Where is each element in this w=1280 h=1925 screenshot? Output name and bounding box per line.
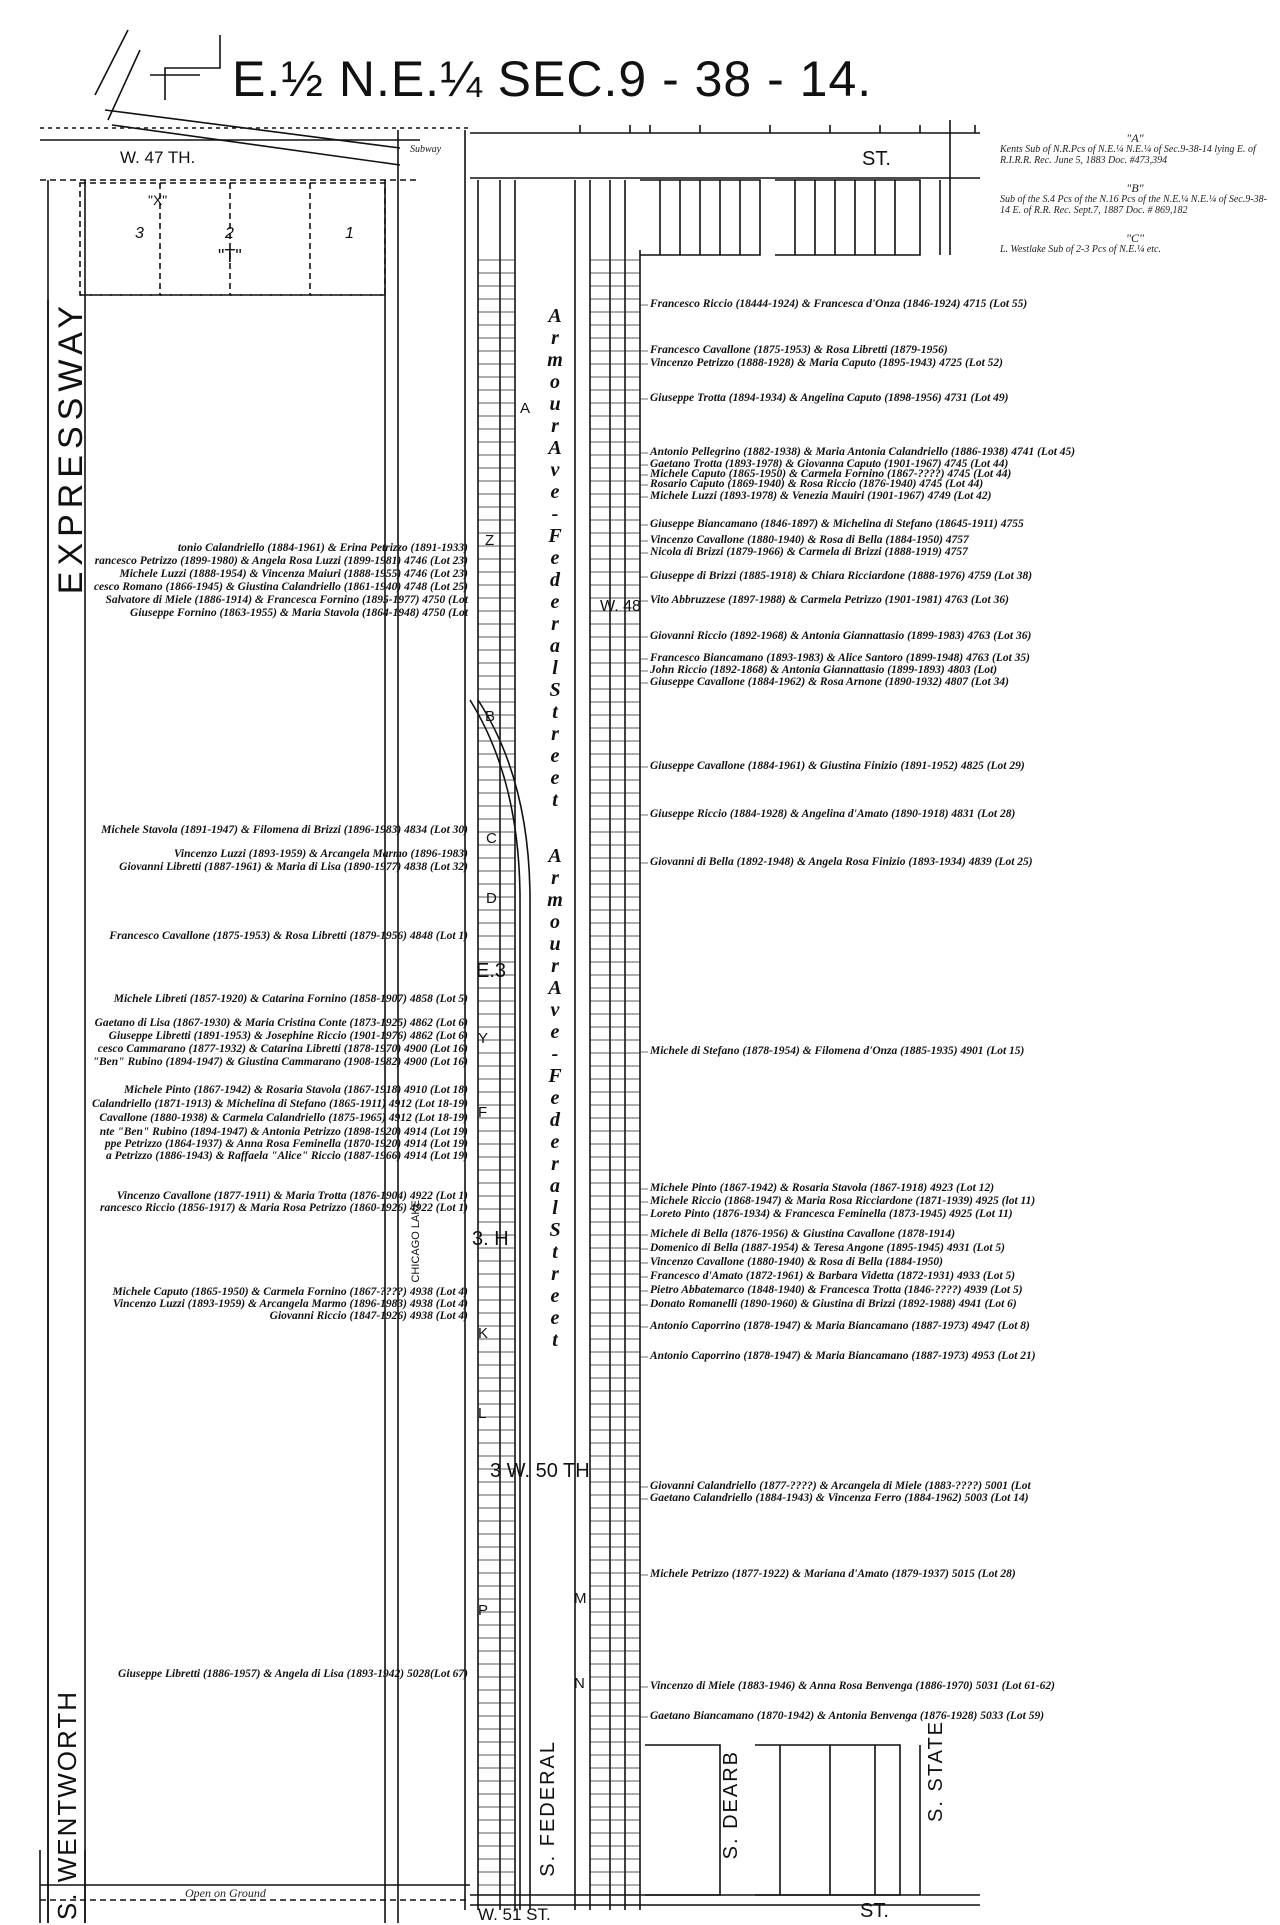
family-annotation: Giovanni Libretti (1887-1961) & Maria di Lisa (1890-1977) 4838 (Lot 32) bbox=[119, 861, 468, 873]
state-label: S. STATE bbox=[925, 1720, 947, 1822]
block-letter: E.3 bbox=[476, 960, 507, 982]
subdivision-b-text: Sub of the S.4 Pcs of the N.16 Pcs of the N.E.¼ N.E.¼ of Sec.9-38-14 E. of R.R. Rec. Sept.7, 1887 Doc. # 869,182 bbox=[1000, 194, 1267, 216]
block-letter: A bbox=[520, 400, 531, 417]
family-annotation: Michele Luzzi (1888-1954) & Vincenza Maiuri (1888-1955) 4746 (Lot 23) bbox=[119, 568, 468, 580]
street-label-w51: W. 51 ST. bbox=[478, 1905, 551, 1924]
family-annotation: Michele Pinto (1867-1942) & Rosaria Stavola (1867-1918) 4923 (Lot 12) bbox=[650, 1182, 995, 1194]
block-letter: D bbox=[486, 890, 497, 907]
family-annotation: Michele di Stefano (1878-1954) & Filomena d'Onza (1885-1935) 4901 (Lot 15) bbox=[650, 1045, 1025, 1057]
family-annotation: Vincenzo Luzzi (1893-1959) & Arcangela Marmo (1896-1983) bbox=[173, 848, 468, 860]
family-annotation: Vincenzo Petrizzo (1888-1928) & Maria Caputo (1895-1943) 4725 (Lot 52) bbox=[650, 357, 1003, 369]
dearborn-label: S. DEARB bbox=[720, 1750, 742, 1860]
family-annotation: Antonio Pellegrino (1882-1938) & Maria Antonia Calandriello (1886-1938) 4741 (Lot 45) bbox=[650, 446, 1076, 458]
family-annotation: Gaetano Biancamano (1870-1942) & Antonia Benvenga (1876-1928) 5033 (Lot 59) bbox=[650, 1710, 1045, 1722]
block-letter: F bbox=[478, 1104, 488, 1121]
family-annotation: Francesco Biancamano (1893-1983) & Alice Santoro (1899-1948) 4763 (Lot 35) bbox=[650, 652, 1031, 664]
lot-letter-x: "X" bbox=[148, 192, 168, 208]
family-annotation: Michele Luzzi (1893-1978) & Venezia Mauiri (1901-1967) 4749 (Lot 42) bbox=[650, 490, 992, 502]
family-annotation: Cavallone (1880-1938) & Carmela Calandriello (1875-1965) 4912 (Lot 18-19) bbox=[99, 1112, 468, 1124]
subdivision-c-text: L. Westlake Sub of 2-3 Pcs of N.E.¼ etc. bbox=[1000, 244, 1161, 255]
family-annotation: Loreto Pinto (1876-1934) & Francesca Feminella (1873-1945) 4925 (Lot 11) bbox=[650, 1208, 1013, 1220]
family-annotation: Domenico di Bella (1887-1954) & Teresa Angone (1895-1945) 4931 (Lot 5) bbox=[650, 1242, 1005, 1254]
block-letter: Z bbox=[485, 532, 495, 549]
block-letter: L bbox=[478, 1405, 487, 1422]
family-annotation: John Riccio (1892-1868) & Antonia Giannattasio (1899-1893) 4803 (Lot) bbox=[650, 664, 998, 676]
street-label-w47: W. 47 TH. bbox=[120, 148, 196, 167]
armour-federal-label-upper bbox=[545, 305, 565, 811]
chicago-lake-label: CHICAGO LAKE bbox=[410, 1200, 422, 1283]
family-annotation: Giuseppe Cavallone (1884-1962) & Rosa Arnone (1890-1932) 4807 (Lot 34) bbox=[650, 676, 1009, 688]
family-annotation: cesco Cammarano (1877-1932) & Catarina Libretti (1878-1970) 4900 (Lot 16) bbox=[97, 1043, 468, 1055]
subdivision-b-label: "B" bbox=[1126, 181, 1144, 195]
family-annotation: Giuseppe Libretti (1891-1953) & Josephine Riccio (1901-1976) 4862 (Lot 6) bbox=[108, 1030, 468, 1042]
family-annotation: Giuseppe Riccio (1884-1928) & Angelina d'Amato (1890-1918) 4831 (Lot 28) bbox=[650, 808, 1016, 820]
family-annotation: Francesco d'Amato (1872-1961) & Barbara Videtta (1872-1931) 4933 (Lot 5) bbox=[650, 1270, 1016, 1282]
block-letter: N bbox=[574, 1675, 585, 1692]
family-annotation: Gaetano Calandriello (1884-1943) & Vincenza Ferro (1884-1962) 5003 (Lot 14) bbox=[650, 1492, 1029, 1504]
family-annotation: Gaetano di Lisa (1867-1930) & Maria Cristina Conte (1873-1925) 4862 (Lot 6) bbox=[94, 1017, 468, 1029]
family-annotation: nte "Ben" Rubino (1894-1947) & Antonia Petrizzo (1898-1920) 4914 (Lot 19) bbox=[99, 1126, 468, 1138]
block-letter: M bbox=[574, 1590, 587, 1607]
family-annotation: Vincenzo Cavallone (1880-1940) & Rosa di Bella (1884-1950) 4757 bbox=[650, 534, 969, 546]
family-annotation: Francesco Riccio (18444-1924) & Francesca d'Onza (1846-1924) 4715 (Lot 55) bbox=[650, 298, 1028, 310]
family-annotation: a Petrizzo (1886-1943) & Raffaela "Alice" Riccio (1887-1966) 4914 (Lot 19) bbox=[106, 1150, 468, 1162]
family-annotation: tonio Calandriello (1884-1961) & Erina Petrizzo (1891-1933) bbox=[177, 542, 468, 554]
family-annotation: Vincenzo Luzzi (1893-1959) & Arcangela Marmo (1896-1983) 4938 (Lot 4) bbox=[112, 1298, 468, 1310]
family-annotation: Gaetano Trotta (1893-1978) & Giovanna Caputo (1901-1967) 4745 (Lot 44) bbox=[650, 458, 1009, 470]
family-annotation: Salvatore di Miele (1886-1914) & Francesca Fornino (1895-1977) 4750 (Lot bbox=[105, 594, 468, 606]
armour-federal-text: A r m o u r A v e - F e d e r a l S t r e e t bbox=[547, 305, 563, 811]
street-label-w50: 3 W. 50 TH bbox=[490, 1460, 590, 1482]
armour-federal-text: A r m o u r A v e - F e d e r a l S t r e e t bbox=[547, 845, 563, 1351]
street-label-w48: W. 48 bbox=[600, 598, 641, 615]
subdivision-b bbox=[1000, 183, 1270, 216]
family-annotation: Michele Petrizzo (1877-1922) & Mariana d'Amato (1879-1937) 5015 (Lot 28) bbox=[650, 1568, 1016, 1580]
federal-bottom-label: S. FEDERAL bbox=[537, 1740, 559, 1877]
family-annotation: rancesco Petrizzo (1899-1980) & Angela Rosa Luzzi (1899-1981) 4746 (Lot 23) bbox=[94, 555, 468, 567]
block-letter: P bbox=[478, 1602, 489, 1619]
family-annotation: Francesco Cavallone (1875-1953) & Rosa Libretti (1879-1956) 4848 (Lot 1) bbox=[109, 930, 468, 942]
family-annotation: Giuseppe Trotta (1894-1934) & Angelina Caputo (1898-1956) 4731 (Lot 49) bbox=[650, 392, 1009, 404]
lot-number-1: 1 bbox=[345, 225, 354, 242]
block-letter: 3. H bbox=[472, 1228, 509, 1250]
map-title: E.½ N.E.¼ SEC.9 - 38 - 14. bbox=[232, 51, 873, 107]
family-annotation: Calandriello (1871-1913) & Michelina di Stefano (1865-1911) 4912 (Lot 18-19) bbox=[92, 1098, 468, 1110]
family-annotation: Giuseppe Fornino (1863-1955) & Maria Stavola (1864-1948) 4750 (Lot bbox=[130, 607, 468, 619]
family-annotation: Rosario Caputo (1869-1940) & Rosa Riccio (1876-1940) 4745 (Lot 44) bbox=[650, 478, 984, 490]
expressway-label: EXPRESSWAY bbox=[52, 300, 90, 595]
family-annotation: Vincenzo di Miele (1883-1946) & Anna Rosa Benvenga (1886-1970) 5031 (Lot 61-62) bbox=[650, 1680, 1055, 1692]
family-annotation: Giovanni di Bella (1892-1948) & Angela Rosa Finizio (1893-1934) 4839 (Lot 25) bbox=[650, 856, 1033, 868]
family-annotation: cesco Romano (1866-1945) & Giustina Calandriello (1861-1940) 4748 (Lot 25) bbox=[93, 581, 468, 593]
subdivision-a bbox=[1000, 133, 1270, 166]
subdivision-a-text: Kents Sub of N.R.Pcs of N.E.¼ N.E.¼ of Sec.9-38-14 lying E. of R.I.R.R. Rec. June 5, 1883 Doc. #473,394 bbox=[1000, 144, 1256, 166]
family-annotation: Giovanni Riccio (1892-1968) & Antonia Giannattasio (1899-1983) 4763 (Lot 36) bbox=[650, 630, 1032, 642]
family-annotation: Pietro Abbatemarco (1848-1940) & Francesca Trotta (1846-????) 4939 (Lot 5) bbox=[650, 1284, 1023, 1296]
open-on-ground-label: Open on Ground bbox=[185, 1886, 266, 1900]
family-annotation: Giuseppe Libretti (1886-1957) & Angela di Lisa (1893-1942) 5028(Lot 67) bbox=[118, 1668, 468, 1680]
family-annotation: Michele Pinto (1867-1942) & Rosaria Stavola (1867-1918) 4910 (Lot 18) bbox=[123, 1084, 468, 1096]
family-annotation: Michele Caputo (1865-1950) & Carmela Fornino (1867-????) 4745 (Lot 44) bbox=[650, 468, 1012, 480]
family-annotation: Michele di Bella (1876-1956) & Giustina Cavallone (1878-1914) bbox=[650, 1228, 956, 1240]
family-annotation: Nicola di Brizzi (1879-1966) & Carmela di Brizzi (1888-1919) 4757 bbox=[650, 546, 968, 558]
family-annotation: Giuseppe di Brizzi (1885-1918) & Chiara Ricciardone (1888-1976) 4759 (Lot 38) bbox=[650, 570, 1033, 582]
block-letter: C bbox=[486, 830, 497, 847]
family-annotation: Michele Stavola (1891-1947) & Filomena di Brizzi (1896-1983) 4834 (Lot 30) bbox=[101, 824, 468, 836]
subdivision-c-label: "C" bbox=[1125, 231, 1145, 245]
family-annotation: rancesco Riccio (1856-1917) & Maria Rosa Petrizzo (1860-1926) 4922 (Lot 1) bbox=[100, 1202, 468, 1214]
family-annotation: Giuseppe Cavallone (1884-1961) & Giustina Finizio (1891-1952) 4825 (Lot 29) bbox=[650, 760, 1025, 772]
street-label-st-top: ST. bbox=[862, 148, 891, 170]
lot-letter-t: "T" bbox=[218, 246, 242, 266]
subdivision-c bbox=[1000, 233, 1270, 255]
subdivision-a-label: "A" bbox=[1126, 131, 1144, 145]
lot-number-2: 2 bbox=[225, 225, 234, 242]
block-letter: B bbox=[485, 708, 496, 725]
family-annotation: Vito Abbruzzese (1897-1988) & Carmela Petrizzo (1901-1981) 4763 (Lot 36) bbox=[650, 594, 1009, 606]
family-annotation: Donato Romanelli (1890-1960) & Giustina di Brizzi (1892-1988) 4941 (Lot 6) bbox=[650, 1298, 1017, 1310]
subway-label: Subway bbox=[410, 144, 442, 155]
family-annotation: Giovanni Riccio (1847-1926) 4938 (Lot 4) bbox=[269, 1310, 468, 1322]
family-annotation: Michele Riccio (1868-1947) & Maria Rosa Ricciardone (1871-1939) 4925 (lot 11) bbox=[650, 1195, 1036, 1207]
family-annotation: "Ben" Rubino (1894-1947) & Giustina Cammarano (1908-1982) 4900 (Lot 16) bbox=[92, 1056, 468, 1068]
family-annotation: Antonio Caporrino (1878-1947) & Maria Biancamano (1887-1973) 4953 (Lot 21) bbox=[650, 1350, 1036, 1362]
wentworth-label: S. WENTWORTH bbox=[52, 1690, 82, 1921]
family-annotation: Michele Libreti (1857-1920) & Catarina Fornino (1858-1907) 4858 (Lot 5) bbox=[113, 993, 468, 1005]
street-label-st-bottom: ST. bbox=[860, 1900, 889, 1922]
family-annotation: Francesco Cavallone (1875-1953) & Rosa Libretti (1879-1956) bbox=[650, 344, 948, 356]
block-letter: K bbox=[478, 1325, 489, 1342]
family-annotation: Giuseppe Biancamano (1846-1897) & Michelina di Stefano (18645-1911) 4755 bbox=[650, 518, 1024, 530]
armour-federal-label-lower bbox=[545, 845, 565, 1351]
family-annotation: Vincenzo Cavallone (1880-1940) & Rosa di Bella (1884-1950) bbox=[650, 1256, 943, 1268]
family-annotation: Giovanni Calandriello (1877-????) & Arcangela di Miele (1883-????) 5001 (Lot bbox=[650, 1480, 1031, 1492]
lot-number-3: 3 bbox=[135, 225, 144, 242]
block-letter: Y bbox=[478, 1030, 489, 1047]
family-annotation: ppe Petrizzo (1864-1937) & Anna Rosa Feminella (1870-1920) 4914 (Lot 19) bbox=[104, 1138, 468, 1150]
family-annotation: Antonio Caporrino (1878-1947) & Maria Biancamano (1887-1973) 4947 (Lot 8) bbox=[650, 1320, 1030, 1332]
family-annotation: Michele Caputo (1865-1950) & Carmela Fornino (1867-????) 4938 (Lot 4) bbox=[112, 1286, 468, 1298]
family-annotation: Vincenzo Cavallone (1877-1911) & Maria Trotta (1876-1904) 4922 (Lot 1) bbox=[116, 1190, 468, 1202]
